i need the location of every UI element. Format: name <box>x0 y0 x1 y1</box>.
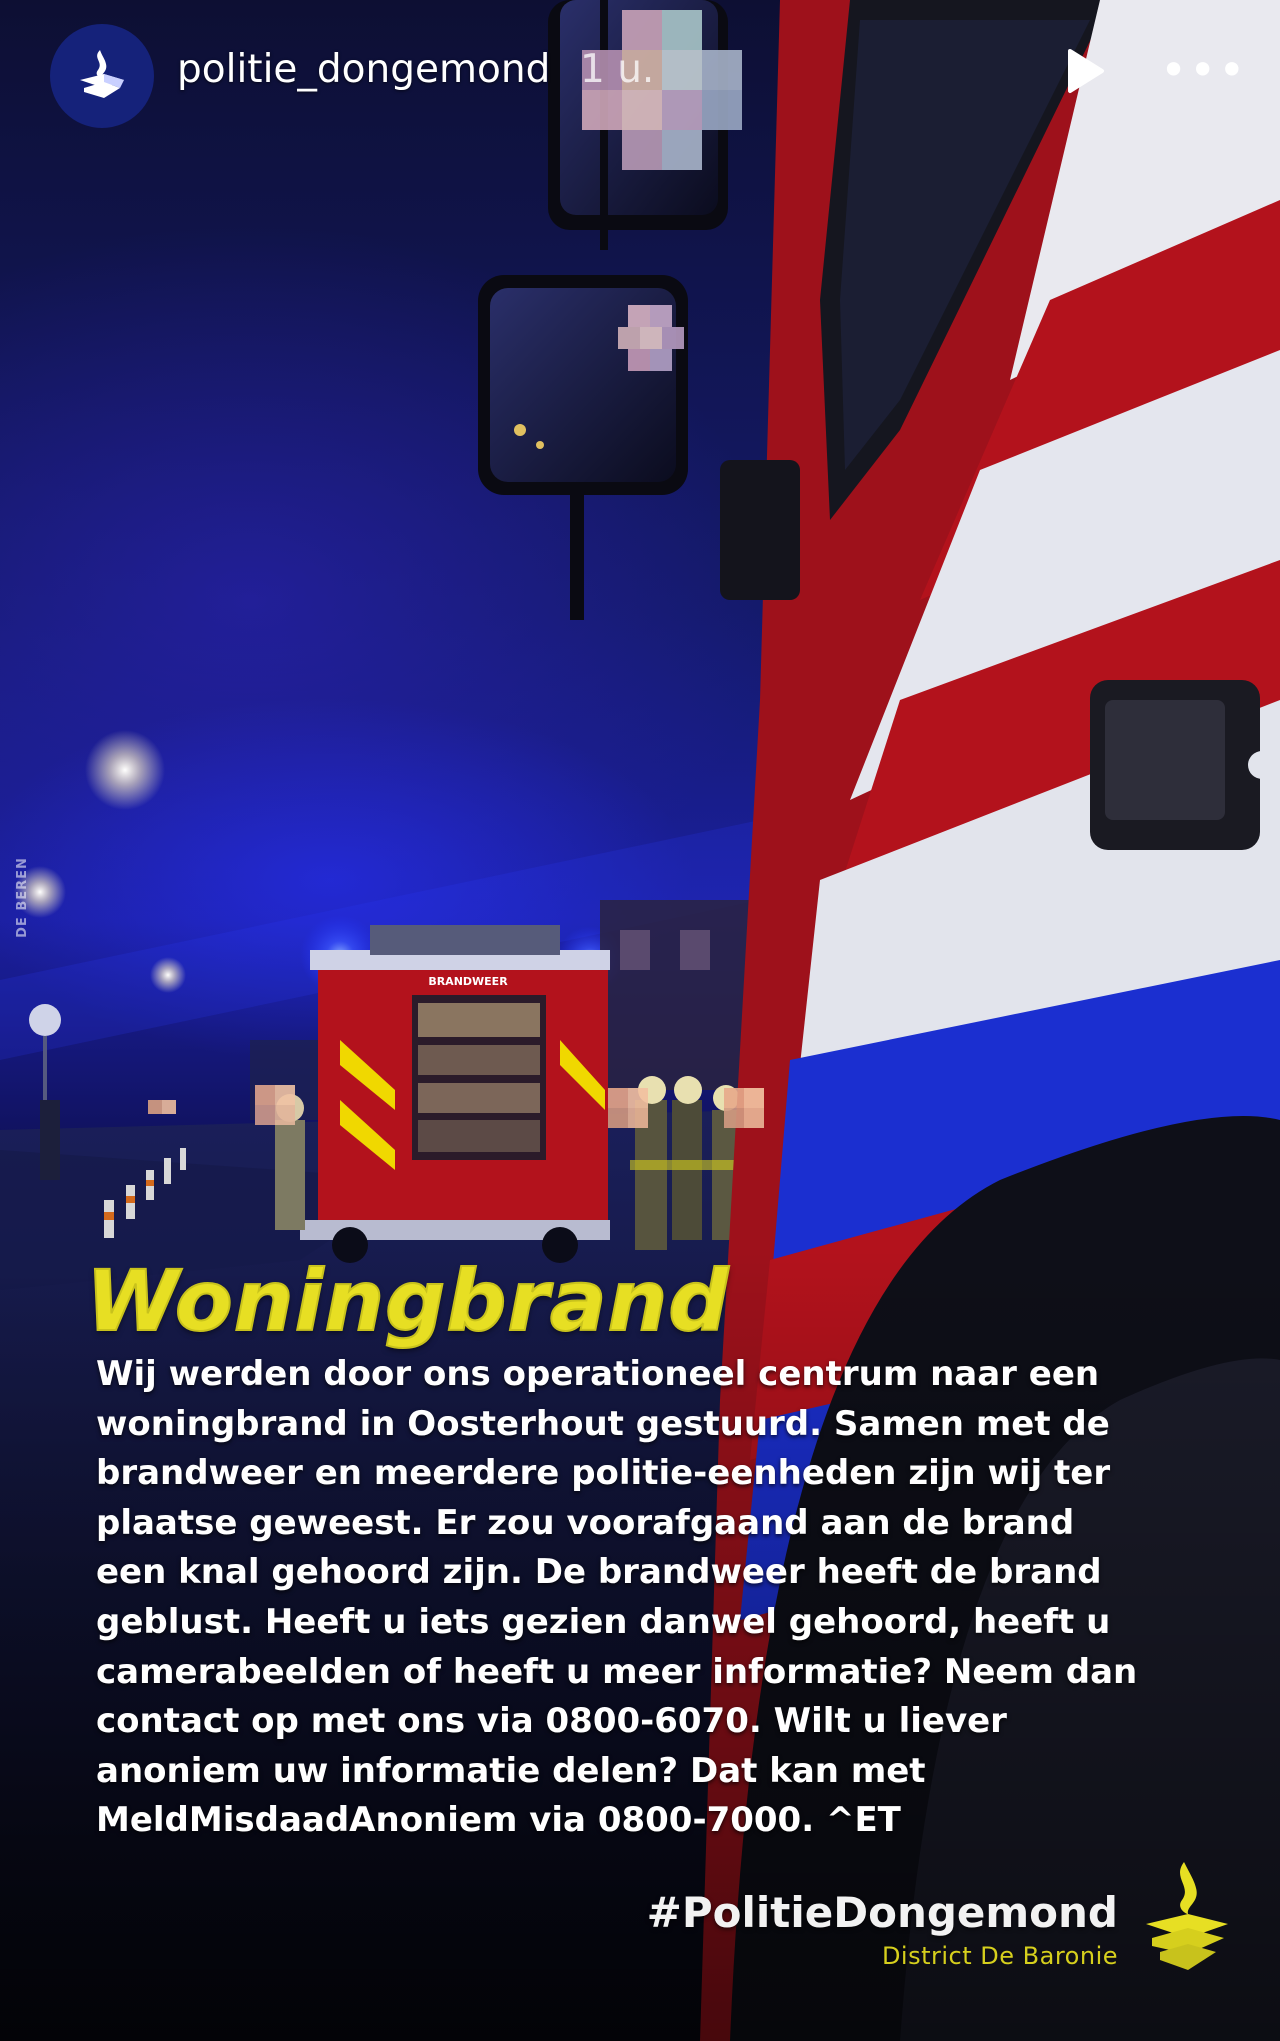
photo-watermark: DE BEREN <box>14 857 30 938</box>
post-headline: Woningbrand <box>86 1252 730 1350</box>
truck-label: BRANDWEER <box>428 975 508 988</box>
post-body-text: Wij werden door ons operationeel centrum naar een woningbrand in Oosterhout gestuurd. Samen met de brandweer en meerdere politie-eenheden zijn wij ter plaatse geweest. Er zou voorafgaand aan de brand een knal gehoord zijn. De brandweer heeft de brand geblust. Heeft u iets gezien danwel gehoord, heeft u camerabeelden of heeft u meer informatie? Neem dan contact op met ons via 0800-6070. Wilt u liever anoniem uw informatie delen? Dat kan met MeldMisdaadAnoniem via 0800-7000. ^ET <box>96 1354 1138 1841</box>
street-lamp <box>85 730 165 810</box>
post-time: 1 u. <box>580 47 655 92</box>
hashtag[interactable]: #PolitieDongemond <box>646 1888 1118 1937</box>
account-username[interactable]: politie_dongemond <box>177 47 551 92</box>
story-header <box>0 0 1280 150</box>
district-label: District De Baronie <box>881 1942 1118 1970</box>
play-icon[interactable] <box>1060 46 1110 96</box>
police-logo-icon <box>1140 1858 1236 1978</box>
fire-truck-distant <box>300 925 610 1263</box>
profile-avatar[interactable] <box>50 24 154 128</box>
more-options-icon[interactable]: ••• <box>1160 43 1248 97</box>
police-badge-icon <box>70 44 134 108</box>
